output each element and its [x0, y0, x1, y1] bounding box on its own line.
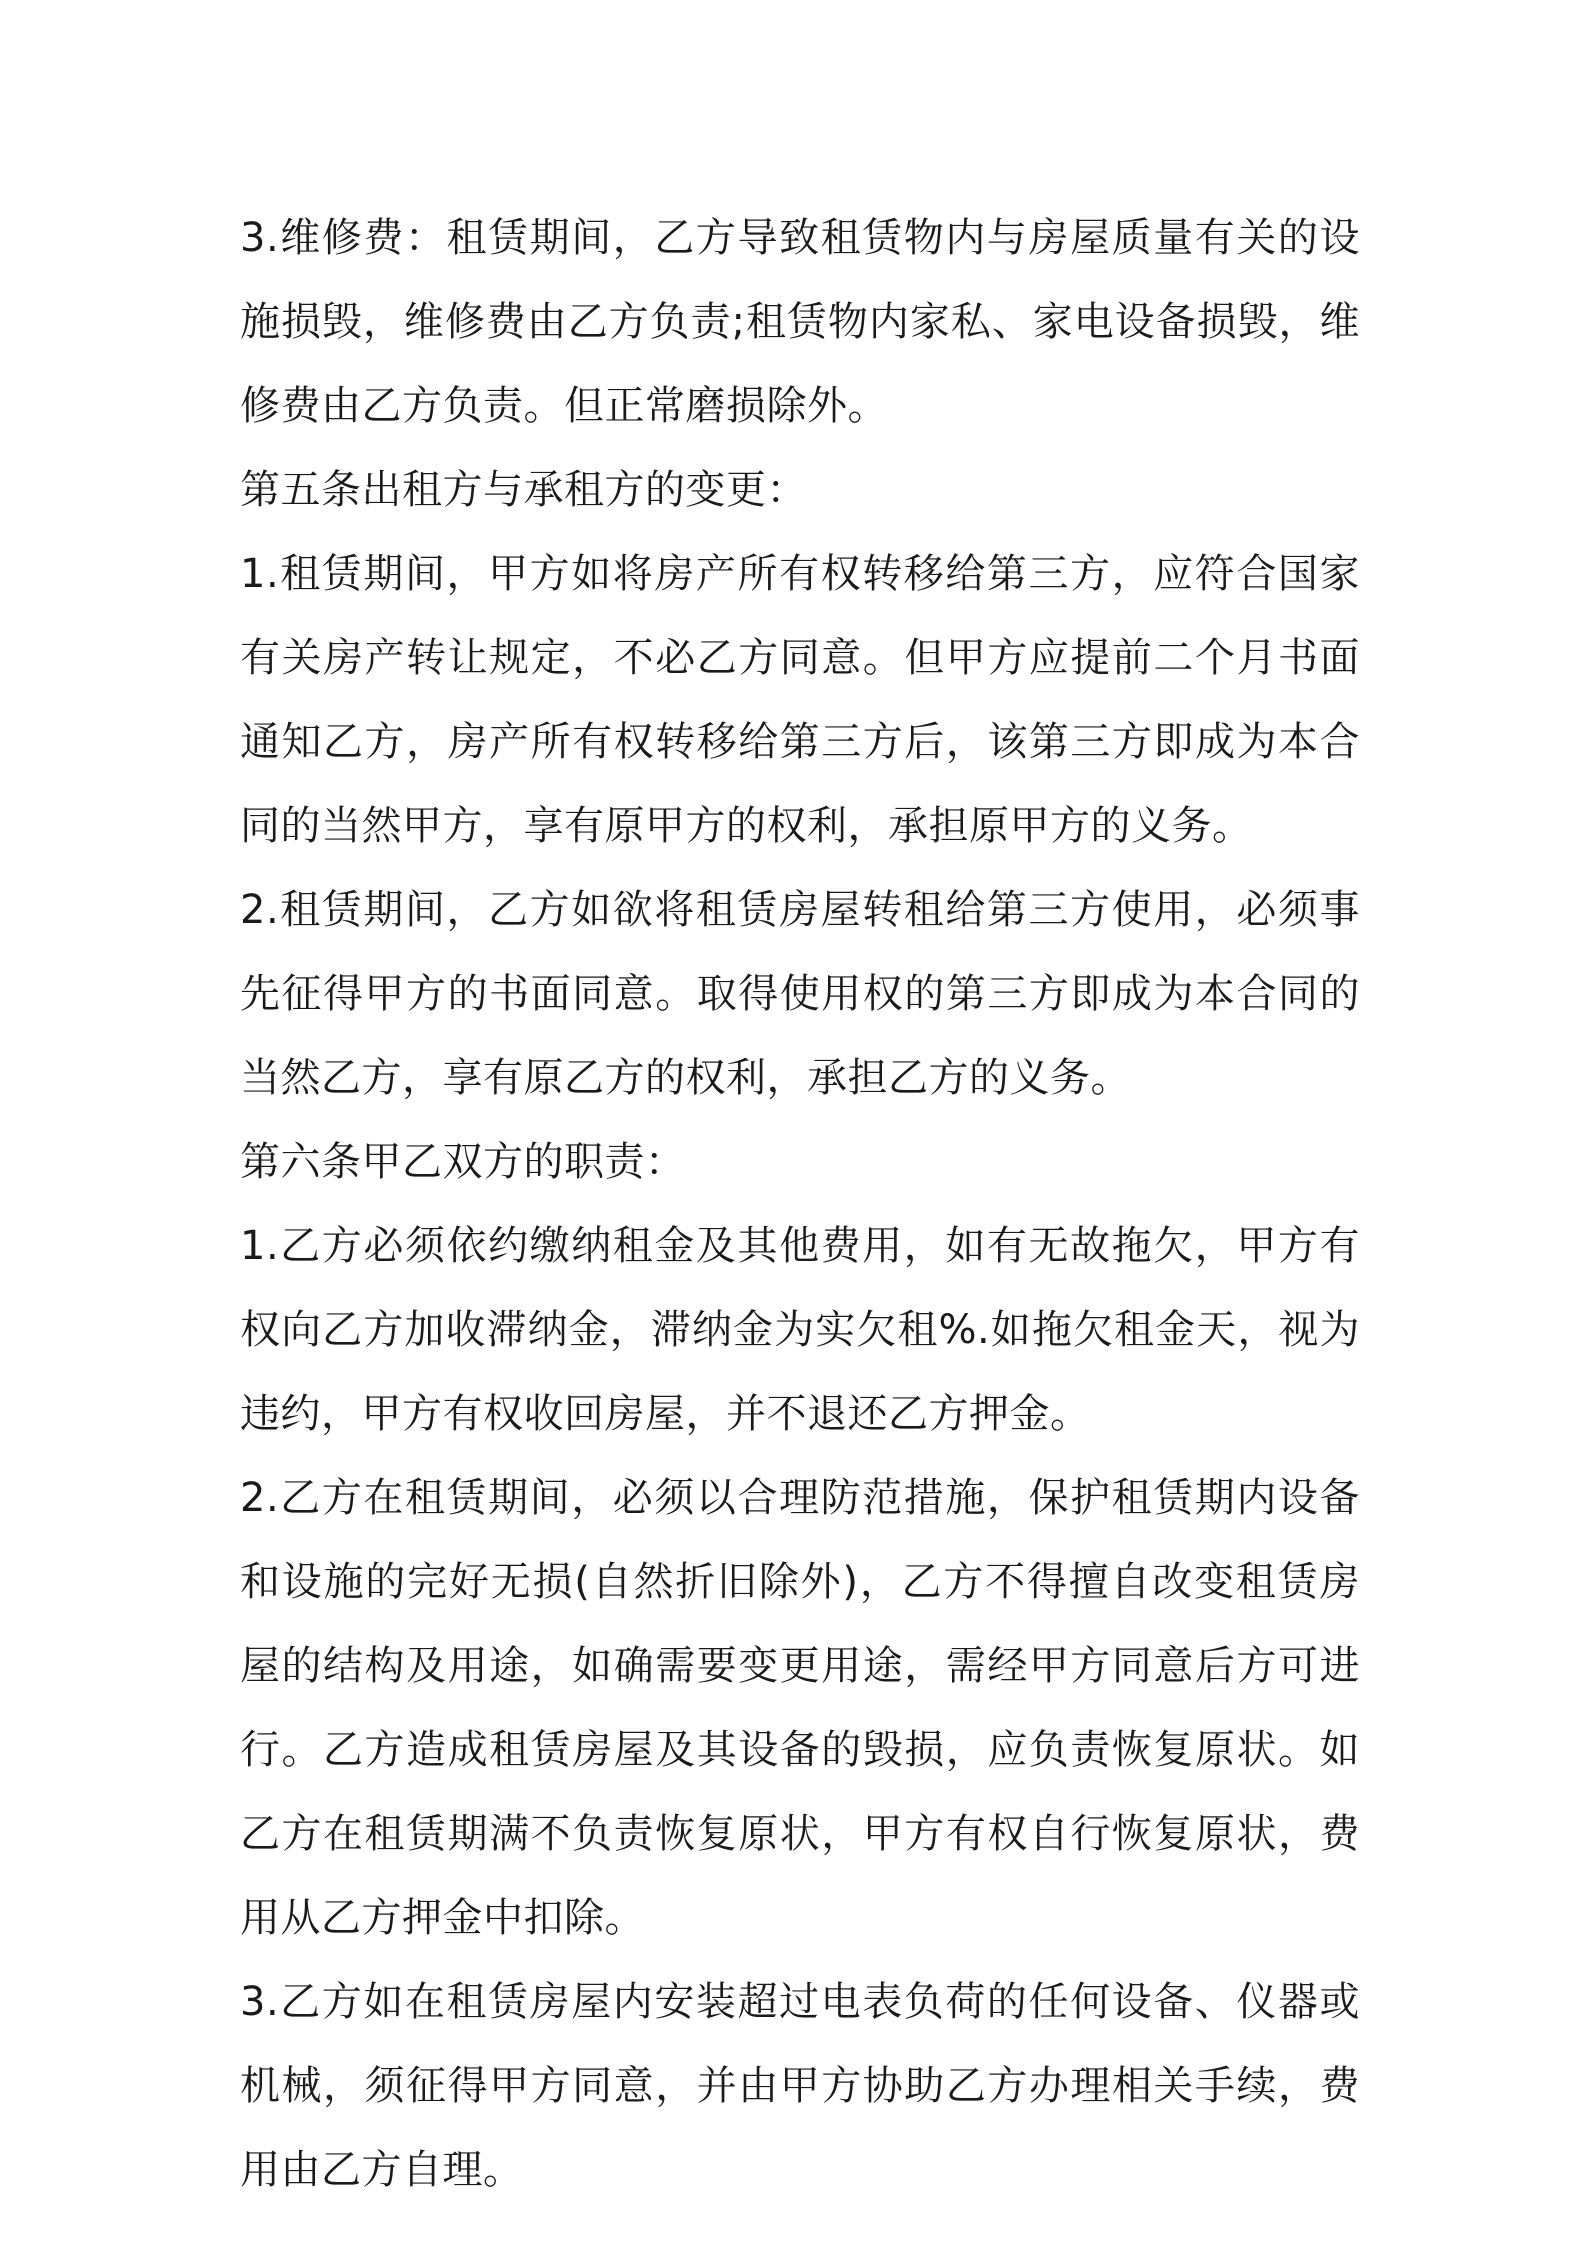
heading-article-six: 第六条甲乙双方的职责：: [240, 1139, 686, 1185]
heading-article-five: 第五条出租方与承租方的变更：: [240, 467, 807, 513]
paragraph-article-five-2: 2.租赁期间，乙方如欲将租赁房屋转租给第三方使用，必须事先征得甲方的书面同意。取得使用权的第三方即成为本合同的当然乙方，享有原乙方的权利，承担乙方的义务。: [240, 887, 1360, 1101]
paragraph-article-six-3: 3.乙方如在租赁房屋内安装超过电表负荷的任何设备、仪器或机械，须征得甲方同意，并由甲方协助乙方办理相关手续，费用由乙方自理。: [240, 1979, 1360, 2193]
paragraph-article-five-1: 1.租赁期间，甲方如将房产所有权转移给第三方，应符合国家有关房产转让规定，不必乙方同意。但甲方应提前二个月书面通知乙方，房产所有权转移给第三方后，该第三方即成为本合同的当然甲方，享有原甲方的权利，承担原甲方的义务。: [240, 551, 1360, 849]
paragraph-repair-fee: 3.维修费：租赁期间，乙方导致租赁物内与房屋质量有关的设施损毁，维修费由乙方负责;租赁物内家私、家电设备损毁，维修费由乙方负责。但正常磨损除外。: [240, 215, 1360, 429]
paragraph-article-six-2: 2.乙方在租赁期间，必须以合理防范措施，保护租赁期内设备和设施的完好无损(自然折旧除外)，乙方不得擅自改变租赁房屋的结构及用途，如确需要变更用途，需经甲方同意后方可进行。乙方造成租赁房屋及其设备的毁损，应负责恢复原状。如乙方在租赁期满不负责恢复原状，甲方有权自行恢复原状，费用从乙方押金中扣除。: [240, 1475, 1360, 1941]
contract-body: [240, 196, 1360, 2212]
paragraph-article-six-1: 1.乙方必须依约缴纳租金及其他费用，如有无故拖欠，甲方有权向乙方加收滞纳金，滞纳金为实欠租%.如拖欠租金天，视为违约，甲方有权收回房屋，并不退还乙方押金。: [240, 1223, 1360, 1437]
